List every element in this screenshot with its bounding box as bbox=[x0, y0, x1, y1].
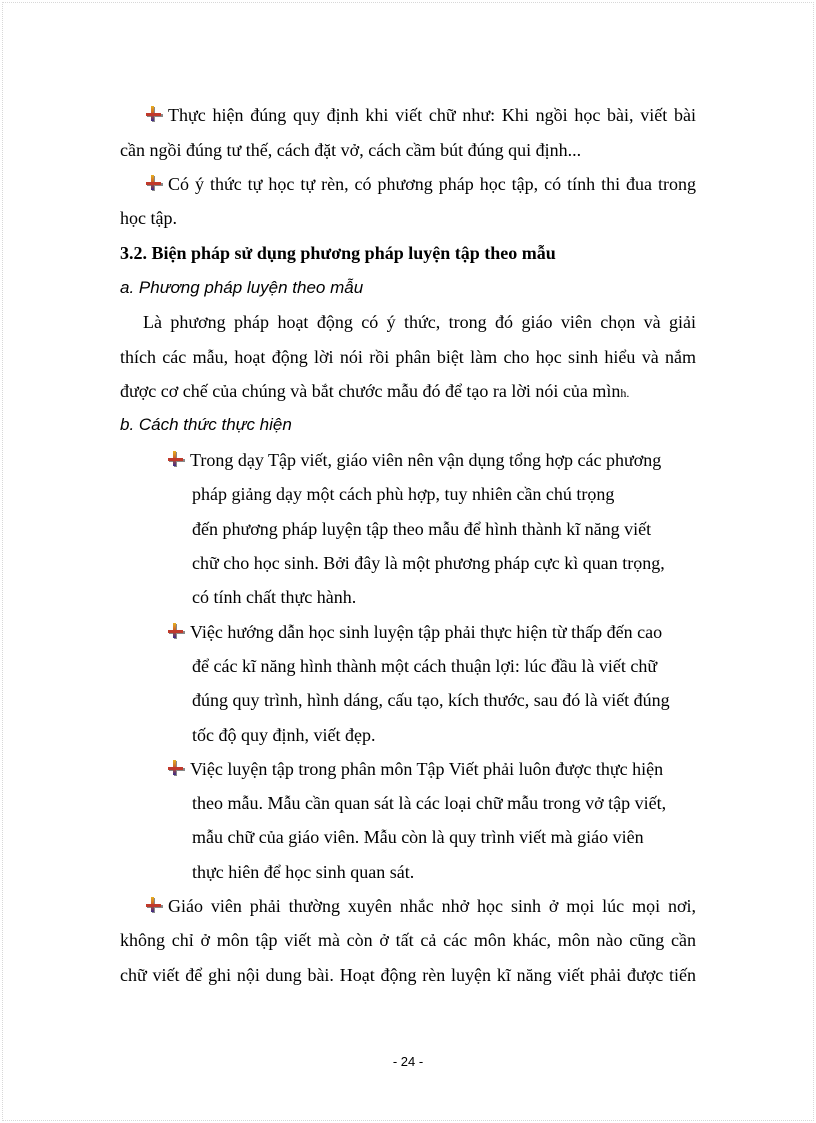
bullet-1-line-4: chữ cho học sinh. Bởi đây là một phương pháp cực kì quan trọng, bbox=[192, 553, 665, 573]
bullet-3-line-1: Việc luyện tập trong phân môn Tập Viết phải luôn được thực hiện bbox=[168, 758, 663, 780]
bullet-1-line-5: có tính chất thực hành. bbox=[192, 587, 357, 607]
paragraph-line-3: được cơ chế của chúng và bắt chước mẫu đó để tạo ra lời nói của mình. bbox=[120, 381, 630, 401]
plus-bullet-icon bbox=[168, 760, 185, 776]
paragraph-line-2: thích các mẫu, hoạt động lời nói rồi phân biệt làm cho học sinh hiểu và nắm bbox=[120, 347, 696, 367]
bullet-3-line-2: theo mẫu. Mẫu cần quan sát là các loại chữ mẫu trong vở tập viết, bbox=[192, 793, 667, 813]
subheading-b: b. Cách thức thực hiện bbox=[120, 415, 292, 434]
closing-line-3: chữ viết để ghi nội dung bài. Hoạt động rèn luyện kĩ năng viết phải được tiến bbox=[120, 965, 696, 985]
text-line-4: học tập. bbox=[120, 208, 177, 228]
plus-bullet-icon bbox=[168, 451, 185, 467]
page-number: - 24 - bbox=[392, 1054, 424, 1069]
bullet-1-line-1: Trong dạy Tập viết, giáo viên nên vận dụng tổng hợp các phương bbox=[168, 449, 661, 471]
closing-line-1: Giáo viên phải thường xuyên nhắc nhở học sinh ở mọi lúc mọi nơi, bbox=[146, 895, 696, 917]
section-heading: 3.2. Biện pháp sử dụng phương pháp luyện tập theo mẫu bbox=[120, 243, 556, 263]
plus-bullet-icon bbox=[168, 623, 185, 639]
plus-bullet-icon bbox=[146, 897, 163, 913]
text-line-2: cần ngồi đúng tư thế, cách đặt vở, cách cầm bút đúng qui định... bbox=[120, 140, 582, 160]
bullet-2-line-1: Việc hướng dẫn học sinh luyện tập phải thực hiện từ thấp đến cao bbox=[168, 621, 662, 643]
paragraph-line-1: Là phương pháp hoạt động có ý thức, trong đó giáo viên chọn và giải bbox=[143, 312, 696, 332]
subheading-a: a. Phương pháp luyện theo mẫu bbox=[120, 278, 364, 297]
bullet-3-line-3: mẫu chữ của giáo viên. Mẫu còn là quy trình viết mà giáo viên bbox=[192, 827, 644, 847]
text-line-1: Thực hiện đúng quy định khi viết chữ như: Khi ngồi học bài, viết bài bbox=[146, 104, 696, 126]
bullet-3-line-4: thực hiên để học sinh quan sát. bbox=[192, 862, 415, 882]
closing-line-2: không chỉ ở môn tập viết mà còn ở tất cả các môn khác, môn nào cũng cần bbox=[120, 930, 696, 950]
plus-bullet-icon bbox=[146, 175, 163, 191]
bullet-2-line-4: tốc độ quy định, viết đẹp. bbox=[192, 725, 376, 745]
plus-bullet-icon bbox=[146, 106, 163, 122]
text-line-3: Có ý thức tự học tự rèn, có phương pháp học tập, có tính thi đua trong bbox=[146, 173, 696, 195]
bullet-1-line-3: đến phương pháp luyện tập theo mẫu để hình thành kĩ năng viết bbox=[192, 519, 652, 539]
bullet-1-line-2: pháp giảng dạy một cách phù hợp, tuy nhiên cần chú trọng bbox=[192, 484, 615, 504]
bullet-2-line-3: đúng quy trình, hình dáng, cấu tạo, kích thước, sau đó là viết đúng bbox=[192, 690, 670, 710]
bullet-2-line-2: để các kĩ năng hình thành một cách thuận lợi: lúc đầu là viết chữ bbox=[192, 656, 658, 676]
